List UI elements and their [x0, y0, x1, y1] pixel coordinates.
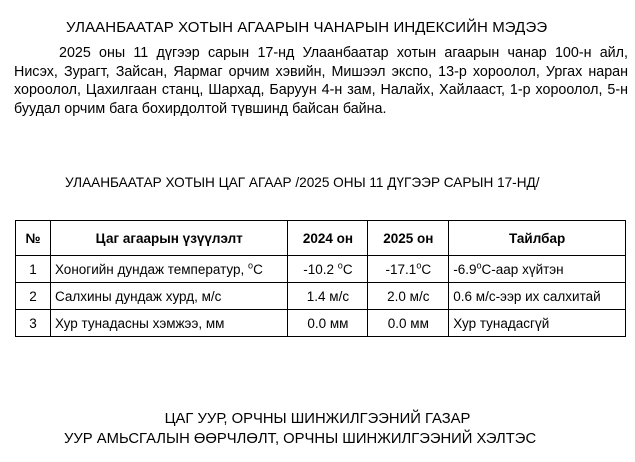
- footer-department: УУР АМЬСГАЛЫН ӨӨРЧЛӨЛТ, ОРЧНЫ ШИНЖИЛГЭЭНИЙ ХЭЛТЭС: [64, 431, 537, 447]
- row-number: 3: [16, 310, 51, 337]
- row-value-2024: 1.4 м/с: [288, 283, 368, 310]
- report-paragraph: 2025 оны 11 дүгээр сарын 17-нд Улаанбаатар хотын агаарын чанар 100-н айл, Нисэх, Зурагт, Зайсан, Яармаг орчим хэвийн, Мишээл экспо, 13-р хороолол, Ургах наран хороолол, Цахилгаан станц, Шархад, Баруун 4-н зам, Налайх, Хайлааст, 1-р хороолол, 5-н буудал орчим бага бохирдолтой түвшинд байсан байна.: [14, 45, 628, 117]
- header-indicator: Цаг агаарын үзүүлэлт: [50, 221, 288, 256]
- row-note: -6.9$^o$C-аар хүйтэн: [449, 256, 626, 283]
- row-number: 1: [16, 256, 51, 283]
- header-2025: 2025 он: [368, 221, 449, 256]
- table-row: [16, 256, 626, 283]
- row-number: 2: [16, 283, 51, 310]
- weather-subtitle: УЛААНБААТАР ХОТЫН ЦАГ АГААР /2025 ОНЫ 11 ДҮГЭЭР САРЫН 17-НД/: [65, 175, 540, 190]
- table-row: [16, 310, 626, 337]
- row-value-2024: 0.0 мм: [288, 310, 368, 337]
- footer-agency: ЦАГ УУР, ОРЧНЫ ШИНЖИЛГЭЭНИЙ ГАЗАР: [164, 411, 471, 427]
- row-value-2025: 0.0 мм: [368, 310, 449, 337]
- header-2024: 2024 он: [288, 221, 368, 256]
- row-label: Салхины дундаж хурд, м/с: [50, 283, 288, 310]
- row-note: Хур тунадасгүй: [449, 310, 626, 337]
- row-label: Хоногийн дундаж температур, $^o$C: [50, 256, 288, 283]
- row-label: Хур тунадасны хэмжээ, мм: [50, 310, 288, 337]
- row-value-2025: -17.1$^o$C: [368, 256, 449, 283]
- table-header-row: [16, 221, 626, 256]
- row-value-2025: 2.0 м/с: [368, 283, 449, 310]
- document-title: УЛААНБААТАР ХОТЫН АГААРЫН ЧАНАРЫН ИНДЕКСИЙН МЭДЭЭ: [66, 19, 548, 36]
- weather-table: [15, 220, 626, 337]
- header-number: №: [16, 221, 51, 256]
- header-note: Тайлбар: [449, 221, 626, 256]
- row-value-2024: -10.2 $^o$C: [288, 256, 368, 283]
- row-note: 0.6 м/с-ээр их салхитай: [449, 283, 626, 310]
- table-row: [16, 283, 626, 310]
